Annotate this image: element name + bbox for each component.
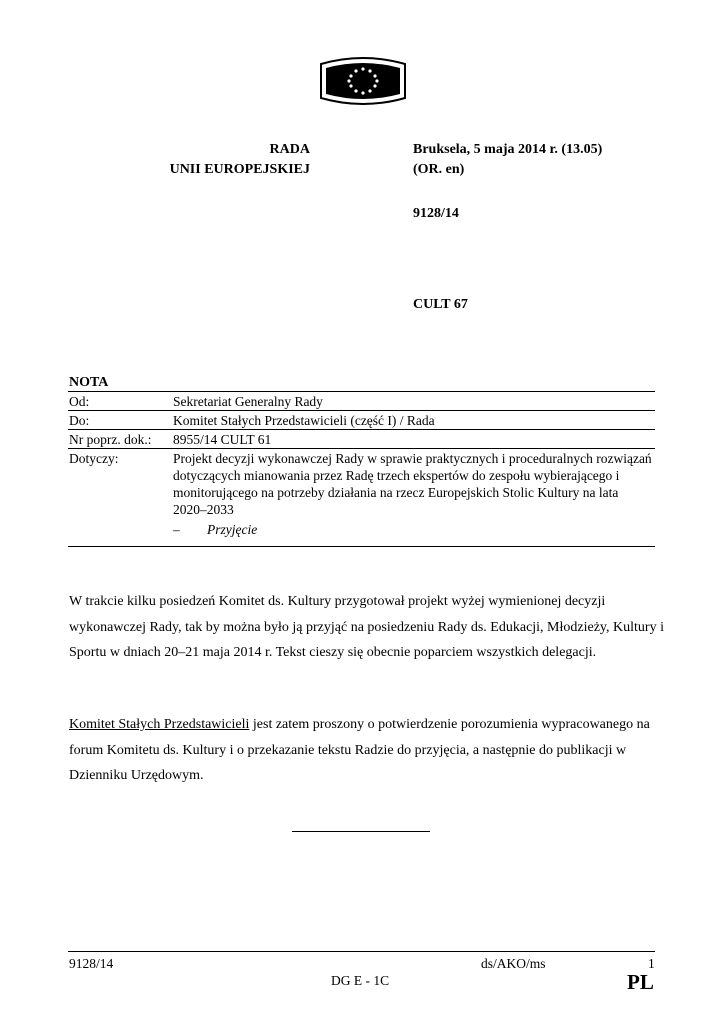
meta-row-to — [68, 410, 655, 429]
body-paragraph-2-rest: jest zatem proszony o potwierdzenie porozumienia wypracowanego na forum Komitetu ds. Kultury i o przekazanie tekstu Radzie do przyjęcia, a następnie do publikacji w Dzienniku Urzędowym. — [69, 717, 650, 783]
subject-action-line — [173, 521, 655, 538]
place-date-block — [413, 140, 673, 180]
meta-row-subject — [68, 448, 655, 547]
end-of-text-rule — [292, 831, 430, 832]
note-title: NOTA — [69, 375, 109, 390]
eu-council-logo — [318, 56, 408, 106]
council-name-line2: UNII EUROPEJSKIEJ — [169, 162, 310, 177]
footer-dg: DG E - 1C — [331, 973, 390, 988]
subject-dash: – — [173, 522, 180, 537]
council-name-line1: RADA — [269, 142, 310, 157]
body-paragraph-1: W trakcie kilku posiedzeń Komitet ds. Kultury przygotował projekt wyżej wymienionej decyzji wykonawczej Rady, tak by można było ją przyjąć na posiedzeniu Rady ds. Edukacji, Młodzieży, Kultury i Sportu w dniach 20–21 maja 2014 r. Tekst cieszy się obecnie poparciem wszystkich delegacji. — [69, 594, 664, 660]
council-name — [150, 140, 310, 180]
footer-rule — [68, 951, 655, 952]
classification-code: CULT 67 — [413, 297, 468, 312]
meta-row-prev-doc — [68, 429, 655, 448]
coreper-underlined: Komitet Stałych Przedstawicieli — [69, 717, 250, 732]
meta-key: Od: — [69, 394, 90, 409]
footer-initials: ds/AKO/ms — [481, 956, 546, 971]
meta-key: Do: — [69, 413, 90, 428]
footer-doc-ref: 9128/14 — [69, 956, 114, 971]
meta-row-from — [68, 391, 655, 410]
meta-key: Nr poprz. dok.: — [69, 432, 152, 447]
subject-text: Projekt decyzji wykonawczej Rady w sprawie praktycznych i proceduralnych rozwiązań dotyczących mianowania przez Radę trzech ekspertów do zespołu wybierającego i monitorującego na potrzeby działania na rzecz Europejskich Stolic Kultury na lata 2020–2033 — [173, 451, 652, 517]
meta-key: Dotyczy: — [69, 451, 119, 466]
meta-value: 8955/14 CULT 61 — [173, 432, 272, 447]
subject-action: Przyjęcie — [207, 522, 258, 537]
document-number: 9128/14 — [413, 206, 459, 221]
original-language: (OR. en) — [413, 162, 465, 177]
meta-value-subject — [173, 450, 655, 538]
meta-value: Sekretariat Generalny Rady — [173, 394, 323, 409]
body-paragraph-2 — [69, 712, 669, 789]
meta-value: Komitet Stałych Przedstawicieli (część I) / Rada — [173, 413, 435, 428]
place-date: Bruksela, 5 maja 2014 r. (13.05) — [413, 142, 603, 157]
footer-language: PL — [627, 970, 654, 994]
note-metadata-table — [68, 391, 655, 547]
footer-page-number: 1 — [648, 956, 655, 971]
